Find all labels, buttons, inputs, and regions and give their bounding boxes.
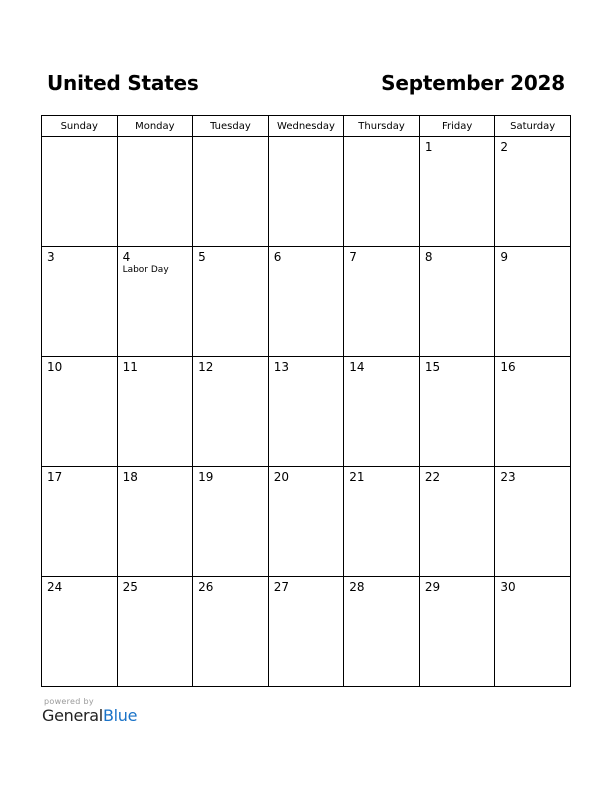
day-cell [193, 247, 269, 357]
day-cell [193, 577, 269, 687]
day-number: 3 [47, 250, 55, 264]
day-number [42, 137, 117, 140]
day-cell [344, 247, 420, 357]
day-number: 11 [122, 360, 138, 374]
day-cell [193, 467, 269, 577]
day-number: 9 [500, 250, 509, 264]
day-cell [344, 357, 420, 467]
day-number: 18 [122, 470, 138, 484]
weekday-header: Sunday [42, 116, 118, 137]
weekday-header-row [42, 116, 571, 137]
country-title: United States [47, 71, 199, 95]
day-number: 23 [500, 470, 516, 484]
day-cell [268, 247, 344, 357]
day-cell [42, 357, 118, 467]
day-number: 20 [273, 470, 289, 484]
day-number: 24 [47, 580, 63, 594]
day-number [269, 137, 344, 140]
day-cell [419, 137, 495, 247]
day-number: 2 [500, 140, 509, 154]
day-cell [344, 467, 420, 577]
week-row [42, 357, 571, 467]
day-number: 27 [273, 580, 289, 594]
day-cell [419, 357, 495, 467]
brand-blue: Blue [102, 706, 138, 725]
day-cell [268, 357, 344, 467]
day-cell [419, 247, 495, 357]
day-number: 22 [424, 470, 441, 484]
day-number: 5 [198, 250, 206, 264]
day-cell [419, 577, 495, 687]
month-year-title: September 2028 [381, 71, 565, 95]
day-number: 30 [500, 580, 516, 594]
day-number [344, 137, 419, 140]
day-cell [117, 467, 193, 577]
day-cell [268, 577, 344, 687]
day-number: 7 [349, 250, 357, 264]
weekday-header: Saturday [495, 116, 571, 137]
day-cell [495, 247, 571, 357]
day-number [193, 137, 268, 140]
day-number: 8 [424, 250, 433, 264]
powered-by-text: powered by [44, 697, 94, 706]
day-number: 29 [424, 580, 441, 594]
day-cell [268, 137, 344, 247]
day-number: 4 [122, 250, 131, 264]
day-number [118, 137, 193, 140]
holiday-label: Labor Day [122, 265, 169, 275]
day-cell [268, 467, 344, 577]
day-cell [495, 577, 571, 687]
day-cell [42, 137, 118, 247]
day-cell [117, 247, 193, 357]
day-cell [495, 467, 571, 577]
day-number: 13 [273, 360, 289, 374]
day-cell [117, 137, 193, 247]
day-cell [344, 137, 420, 247]
day-number: 15 [424, 360, 441, 374]
day-number: 12 [198, 360, 214, 374]
week-row [42, 577, 571, 687]
day-number: 25 [122, 580, 138, 594]
weekday-header: Thursday [344, 116, 420, 137]
day-number: 17 [47, 470, 63, 484]
week-row [42, 467, 571, 577]
day-number: 1 [424, 140, 433, 154]
brand-general: General [42, 706, 103, 725]
day-cell [42, 577, 118, 687]
day-cell [42, 467, 118, 577]
day-cell [495, 137, 571, 247]
day-cell [117, 357, 193, 467]
day-number: 28 [349, 580, 365, 594]
day-number: 26 [198, 580, 214, 594]
week-row [42, 137, 571, 247]
day-number: 14 [349, 360, 365, 374]
weekday-header: Tuesday [193, 116, 269, 137]
day-number: 6 [273, 250, 282, 264]
day-number: 21 [349, 470, 365, 484]
day-cell [495, 357, 571, 467]
weekday-header: Wednesday [268, 116, 344, 137]
day-number: 19 [198, 470, 214, 484]
day-cell [193, 357, 269, 467]
day-cell [193, 137, 269, 247]
day-cell [344, 577, 420, 687]
week-row [42, 247, 571, 357]
weekday-header: Friday [419, 116, 495, 137]
day-cell [117, 577, 193, 687]
calendar-body [42, 137, 571, 687]
brand-logo [42, 706, 137, 725]
calendar-grid [41, 115, 571, 687]
day-cell [42, 247, 118, 357]
day-number: 16 [500, 360, 516, 374]
day-number: 10 [47, 360, 63, 374]
day-cell [419, 467, 495, 577]
weekday-header: Monday [117, 116, 193, 137]
footer [42, 697, 137, 725]
